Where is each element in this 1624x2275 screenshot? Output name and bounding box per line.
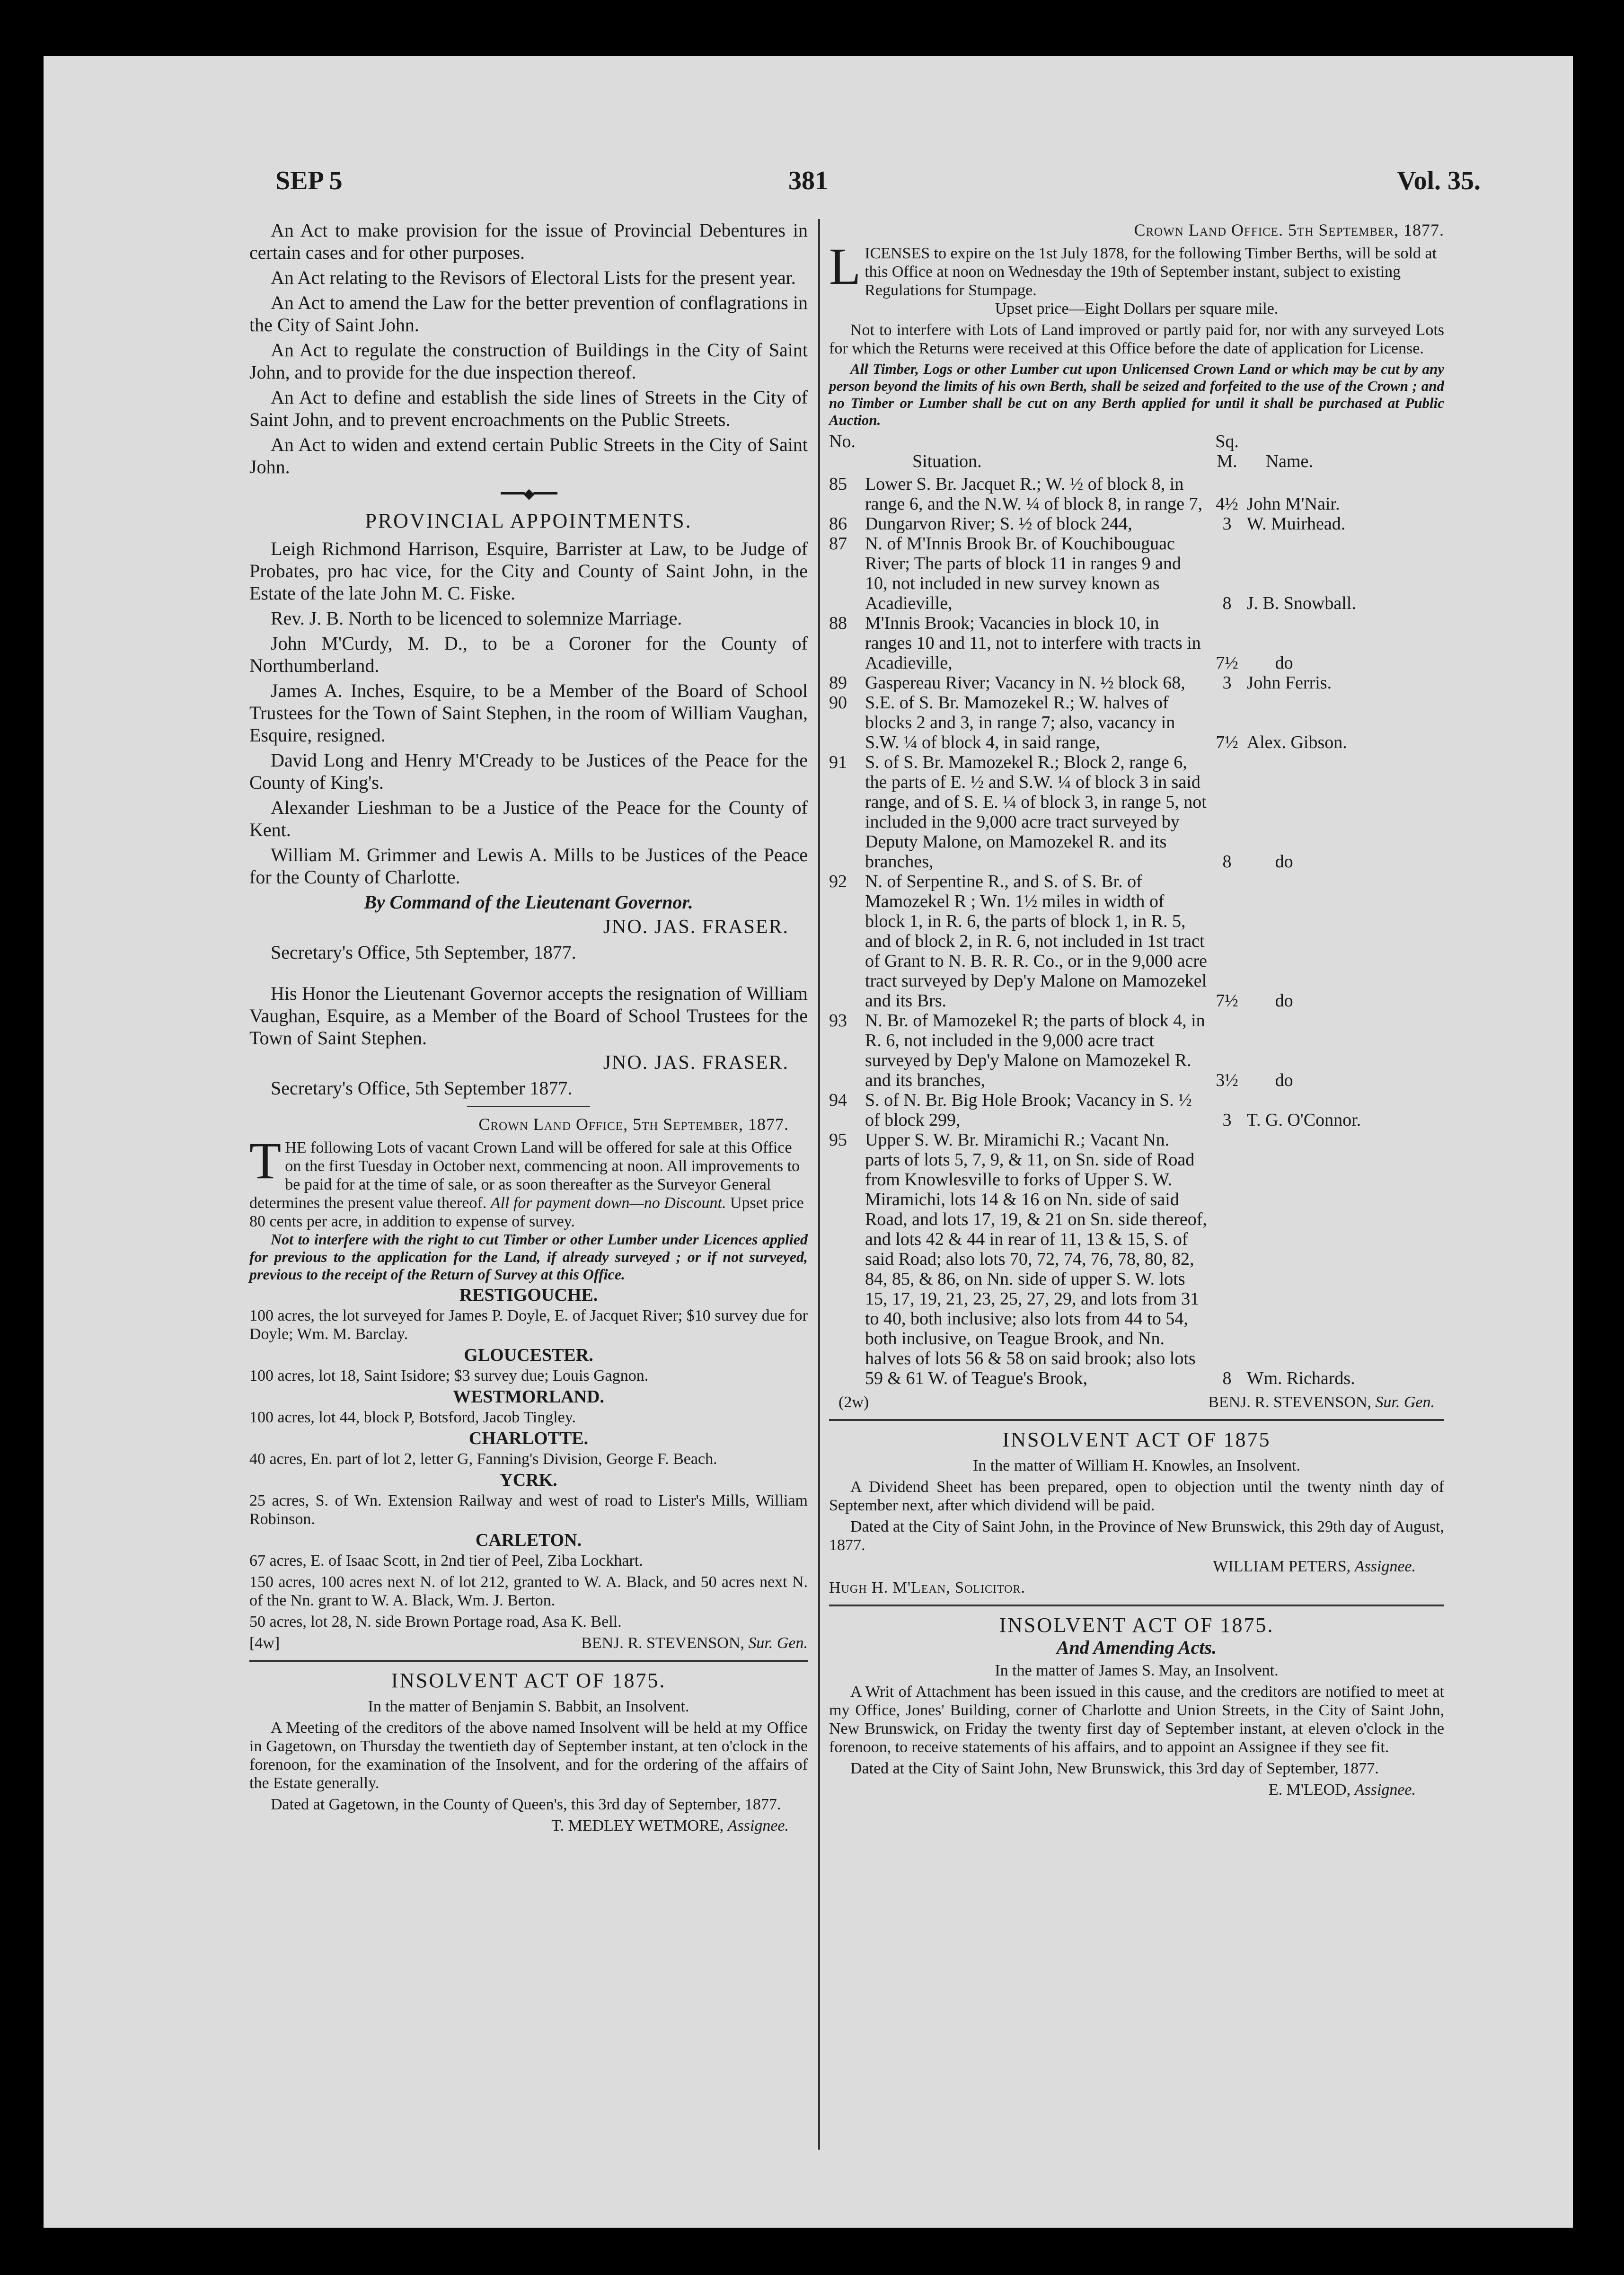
gazette-page (44, 56, 1573, 2228)
insolvent-dated: Dated at the City of Saint John, in the Province of New Brunswick, this 29th day of August, 1877. (829, 1518, 1444, 1554)
insolvent-heading: INSOLVENT ACT OF 1875. (391, 1669, 666, 1692)
assignee-title: Assignee. (1354, 1558, 1416, 1575)
surveyor-general-name: BENJ. R. STEVENSON, (581, 1634, 744, 1652)
berth-sq: 8 (1222, 852, 1232, 872)
berth-sq: 7½ (1216, 653, 1238, 673)
berth-no: 85 (829, 474, 847, 494)
timber-dateline: Crown Land Office. 5th September, 1877. (1134, 220, 1444, 239)
berth-situation: Dungarvon River; S. ½ of block 244, (865, 514, 1132, 534)
crown-land-payment: All for payment down—no Discount. (490, 1194, 726, 1212)
crown-land-upset: Upset price 80 cents per acre, in addition to expense of survey. (249, 1194, 804, 1230)
berth-sq: 4½ (1216, 494, 1238, 514)
berth-situation: N. of Serpentine R., and S. of S. Br. of Mamozekel R ; Wn. 1½ miles in width of block 1, in R. 6, the parts of block 1, in R. 5, and of block 2, in R. 6, not included in 1st tract of Grant to N. B. R. R. Co., or in the 9,000 acre tract surveyed by Dep'y Malone on Mamozekel and its Brs. (865, 872, 1207, 1011)
insolvent-notice-may (829, 1661, 1444, 1799)
header-sq: Sq. M. (1215, 432, 1239, 471)
table-row (829, 514, 1444, 534)
assignee-title: Assignee. (727, 1817, 789, 1834)
by-command-line: By Command of the Lieutenant Governor. (364, 891, 693, 913)
assignee-signature (829, 1781, 1444, 1799)
signer-name: JNO. JAS. FRASER. (603, 1052, 789, 1074)
right-column (829, 219, 1444, 1802)
berth-name: T. G. O'Connor. (1246, 1110, 1361, 1130)
assignee-signature (249, 1816, 808, 1835)
header-name: Name. (1265, 451, 1313, 471)
assignee-title: Assignee. (1354, 1781, 1416, 1799)
act-item: An Act to amend the Law for the better prevention of conflagrations in the City of Saint John. (249, 292, 808, 335)
table-row (829, 673, 1444, 693)
page-header (44, 166, 1573, 203)
solicitor-line: Hugh H. M'Lean, Solicitor. (829, 1579, 1026, 1596)
berth-no: 91 (829, 752, 847, 772)
resignation-notice: His Honor the Lieutenant Governor accepts the resignation of William Vaughan, Esquire, as a Member of the Board of School Trustees for the Town of Saint Stephen. (249, 983, 808, 1049)
section-rule (829, 1419, 1444, 1421)
berth-no: 88 (829, 613, 847, 633)
berth-situation: N. Br. of Mamozekel R; the parts of block 4, in R. 6, not included in the 9,000 acre tract surveyed by Dep'y Malone on Mamozekel R. and its branches, (865, 1011, 1205, 1090)
berth-sq: 3 (1222, 514, 1232, 534)
timber-berth-table (829, 432, 1444, 1388)
header-no: No. (829, 432, 856, 451)
appointment-item: William M. Grimmer and Lewis A. Mills to be Justices of the Peace for the County of Charlotte. (249, 844, 808, 888)
insolvent-dated: Dated at Gagetown, in the County of Queen's, this 3rd day of September, 1877. (271, 1796, 781, 1813)
insolvent-notice-knowles (829, 1456, 1444, 1597)
insolvent-text: A Writ of Attachment has been issued in this cause, and the creditors are notified to meet at my Office, Jones' Building, corner of Charlotte and Union Streets, in the City of Saint John, New Brunswick, on Friday the twenty first day of September instant, at eleven o'clock in the forenoon, to receive statements of his affairs, and to appoint an Assignee if they see fit. (829, 1683, 1444, 1756)
lot-entry: 100 acres, lot 18, Saint Isidore; $3 survey due; Louis Gagnon. (249, 1367, 649, 1384)
short-rule (467, 1106, 590, 1107)
volume-number: Vol. 35. (1397, 166, 1481, 195)
header-date: SEP 5 (275, 166, 343, 195)
appointment-item: Rev. J. B. North to be licenced to solemnize Marriage. (271, 608, 682, 629)
lot-entry: 67 acres, E. of Isaac Scott, in 2nd tier of Peel, Ziba Lockhart. (249, 1552, 643, 1570)
table-header-row (829, 432, 1444, 474)
berth-no: 86 (829, 514, 847, 534)
county-name: RESTIGOUCHE. (459, 1285, 598, 1305)
table-row (829, 872, 1444, 1011)
section-rule (829, 1605, 1444, 1606)
berth-no: 94 (829, 1090, 847, 1110)
table-row (829, 1090, 1444, 1130)
secretary-office-line: Secretary's Office, 5th September, 1877. (271, 942, 576, 963)
lot-entry: 25 acres, S. of Wn. Extension Railway and west of road to Lister's Mills, William Robinson. (249, 1492, 808, 1528)
timber-upset-price: Upset price—Eight Dollars per square mile. (995, 300, 1279, 317)
insolvent-heading: INSOLVENT ACT OF 1875 (1002, 1428, 1271, 1451)
insolvent-matter: In the matter of James S. May, an Insolvent. (995, 1662, 1279, 1679)
berth-name: Alex. Gibson. (1246, 732, 1347, 752)
berth-sq: 3 (1222, 673, 1232, 693)
berth-sq: 3½ (1216, 1070, 1238, 1090)
timber-licence-notice (829, 238, 1444, 300)
berth-no: 92 (829, 872, 847, 891)
berth-no: 93 (829, 1011, 847, 1031)
assignee-name: WILLIAM PETERS, (1213, 1558, 1351, 1575)
crown-land-restriction: Not to interfere with the right to cut Timber or other Lumber under Licences applied for previous to the application for the Land, if already surveyed ; or if not surveyed, previous to the receipt of the Return of Survey at this Office. (249, 1231, 808, 1283)
insolvent-text: A Dividend Sheet has been prepared, open to objection until the twenty ninth day of September next, after which dividend will be paid. (829, 1478, 1444, 1514)
table-row (829, 1011, 1444, 1090)
berth-situation: Upper S. W. Br. Miramichi R.; Vacant Nn. parts of lots 5, 7, 9, & 11, on Sn. side of Road from Knowlesville to forks of Upper S. W. Miramichi, lots 14 & 16 on Nn. side of said Road, and lots 17, 19, & 21 on Sn. side thereof, and lots 42 & 44 in rear of 11, 13 & 15, S. of said Road; also lots 70, 72, 74, 76, 78, 80, 82, 84, 85, & 86, on Nn. side of upper S. W. lots 15, 17, 19, 21, 23, 25, 27, 29, and lots from 31 to 40, both inclusive; also lots from 44 to 54, both inclusive, on Teague Brook, and Nn. halves of lots 56 & 58 on said brook; also lots 59 & 61 W. of Teague's Brook, (865, 1130, 1207, 1388)
page-number: 381 (788, 166, 828, 195)
insolvent-heading: INSOLVENT ACT OF 1875. (999, 1614, 1274, 1637)
timber-seizure-warning: All Timber, Logs or other Lumber cut upon Unlicensed Crown Land or which may be cut by any person beyond the limits of his own Berth, shall be seized and forfeited to the use of the Crown ; and no Timber or Lumber shall be cut on any Berth applied for until it shall be purchased at Public Auction. (829, 361, 1444, 428)
county-listing (249, 1286, 808, 1652)
appointment-item: Alexander Lieshman to be a Justice of the Peace for the County of Kent. (249, 797, 808, 840)
secretary-office-line: Secretary's Office, 5th September 1877. (271, 1077, 573, 1099)
lot-entry: 100 acres, lot 44, block P, Botsford, Jacob Tingley. (249, 1409, 576, 1426)
berth-situation: M'Innis Brook; Vacancies in block 10, in ranges 10 and 11, not to interfere with tracts in Acadieville, (865, 613, 1201, 673)
drop-cap: L (829, 238, 861, 295)
berth-situation: N. of M'Innis Brook Br. of Kouchibouguac River; The parts of block 11 in ranges 9 and 10, not included in new survey known as Acadieville, (865, 534, 1181, 613)
act-item: An Act to widen and extend certain Public Streets in the City of Saint John. (249, 434, 808, 477)
insolvent-matter: In the matter of William H. Knowles, an Insolvent. (972, 1457, 1301, 1474)
berth-sq: 7½ (1216, 991, 1238, 1011)
lot-entry: 150 acres, 100 acres next N. of lot 212, granted to W. A. Black, and 50 acres next N. of the Nn. grant to W. A. Black, Wm. J. Berton. (249, 1573, 808, 1609)
county-name: CARLETON. (475, 1530, 582, 1550)
berth-no: 87 (829, 534, 847, 554)
act-item: An Act to make provision for the issue of Provincial Debentures in certain cases and for other purposes. (249, 220, 808, 263)
ornament-divider: ━━━◆━━━ (501, 486, 556, 502)
berth-sq: 8 (1222, 1368, 1232, 1388)
berth-situation: S. of N. Br. Big Hole Brook; Vacancy in S. ½ of block 299, (865, 1090, 1192, 1130)
lot-entry: 100 acres, the lot surveyed for James P. Doyle, E. of Jacquet River; $10 survey due for Doyle; Wm. M. Barclay. (249, 1307, 808, 1343)
act-item: An Act to define and establish the side lines of Streets in the City of Saint John, and to prevent encroachments on the Public Streets. (249, 387, 808, 430)
crown-land-signature (249, 1634, 808, 1652)
berth-name: John Ferris. (1246, 673, 1332, 693)
appointment-item: David Long and Henry M'Cready to be Justices of the Peace for the County of King's. (249, 750, 808, 793)
assignee-name: T. MEDLEY WETMORE, (551, 1817, 724, 1834)
insertion-tag: [4w] (249, 1634, 280, 1652)
crown-land-dateline: Crown Land Office, 5th September, 1877. (478, 1115, 789, 1134)
crown-land-text: HE following Lots of vacant Crown Land will be offered for sale at this Office on the first Tuesday in October next, commencing at noon. All improvements to be paid for at the time of sale, or as soon thereafter as the Surveyor General determines the present value thereof. (249, 1139, 800, 1212)
county-name: WESTMORLAND. (453, 1387, 604, 1407)
berth-name: J. B. Snowball. (1246, 593, 1356, 613)
appointment-item: John M'Curdy, M. D., to be a Coroner for the County of Northumberland. (249, 633, 808, 676)
table-row (829, 752, 1444, 872)
column-divider (818, 219, 820, 2150)
berth-situation: Gaspereau River; Vacancy in N. ½ block 68, (865, 673, 1185, 693)
berth-situation: Lower S. Br. Jacquet R.; W. ½ of block 8, in range 6, and the N.W. ¼ of block 8, in range 7, (865, 474, 1202, 514)
surveyor-general-title: Sur. Gen. (1375, 1393, 1435, 1411)
insolvent-text: A Meeting of the creditors of the above named Insolvent will be held at my Office in Gagetown, on Thursday the twentieth day of September instant, at ten o'clock in the forenoon, for the examination of the Insolvent, and for the ordering of the affairs of the Estate generally. (249, 1719, 808, 1792)
assignee-name: E. M'LEOD, (1268, 1781, 1351, 1799)
berth-sq: 8 (1222, 593, 1232, 613)
insertion-tag: (2w) (838, 1393, 869, 1411)
berth-situation: S.E. of S. Br. Mamozekel R.; W. halves of blocks 2 and 3, in range 7; also, vacancy in S.W. ¼ of block 4, in said range, (865, 693, 1175, 752)
berth-name: do (1275, 1070, 1293, 1090)
county-name: YCRK. (500, 1470, 557, 1490)
table-row (829, 613, 1444, 673)
crown-land-sale-notice (249, 1132, 808, 1231)
county-name: CHARLOTTE. (468, 1428, 589, 1448)
berth-sq: 3 (1222, 1110, 1232, 1130)
lot-entry: 50 acres, lot 28, N. side Brown Portage road, Asa K. Bell. (249, 1613, 622, 1631)
appointments-heading: PROVINCIAL APPOINTMENTS. (365, 509, 692, 532)
appointment-item: Leigh Richmond Harrison, Esquire, Barrister at Law, to be Judge of Probates, pro hac vice, for the City and County of Saint John, in the Estate of the late John M. C. Fiske. (249, 538, 808, 604)
appointment-item: James A. Inches, Esquire, to be a Member of the Board of School Trustees for the Town of Saint Stephen, in the room of William Vaughan, Esquire, resigned. (249, 680, 808, 746)
surveyor-general-title: Sur. Gen. (748, 1634, 808, 1652)
surveyor-general-name: BENJ. R. STEVENSON, (1208, 1393, 1371, 1411)
berth-no: 89 (829, 673, 847, 693)
table-row (829, 474, 1444, 514)
county-name: GLOUCESTER. (464, 1345, 593, 1365)
table-row (829, 693, 1444, 752)
lot-entry: 40 acres, En. part of lot 2, letter G, Fanning's Division, George F. Beach. (249, 1450, 717, 1468)
berth-no: 90 (829, 693, 847, 713)
timber-intro: ICENSES to expire on the 1st July 1878, for the following Timber Berths, will be sold at this Office at noon on Wednesday the 19th of September instant, subject to existing Regulations for Stumpage. (865, 245, 1437, 299)
berth-sq: 7½ (1216, 732, 1238, 752)
signer-name: JNO. JAS. FRASER. (603, 916, 789, 938)
insolvent-dated: Dated at the City of Saint John, New Brunswick, this 3rd day of September, 1877. (850, 1760, 1379, 1777)
section-rule (249, 1660, 808, 1662)
berth-situation: S. of S. Br. Mamozekel R.; Block 2, range 6, the parts of E. ½ and S.W. ¼ of block 3 in said range, and of S. E. ¼ of block 3, in range 5, not included in the 9,000 acre tract surveyed by Deputy Malone, on Mamozekel R. and its branches, (865, 752, 1207, 872)
insolvent-matter: In the matter of Benjamin S. Babbit, an Insolvent. (368, 1698, 689, 1715)
berth-no: 95 (829, 1130, 847, 1150)
left-column (249, 219, 808, 1838)
berth-name: do (1275, 991, 1293, 1011)
berth-signature (829, 1391, 1444, 1411)
berth-name: do (1275, 852, 1293, 872)
act-item: An Act to regulate the construction of Buildings in the City of Saint John, and to provide for the due inspection thereof. (249, 339, 808, 383)
insolvent-subtitle: And Amending Acts. (1056, 1637, 1217, 1658)
berth-name: John M'Nair. (1246, 494, 1340, 514)
table-row (829, 534, 1444, 613)
insolvent-notice (249, 1697, 808, 1835)
header-situation: Situation. (912, 451, 982, 471)
berth-name: do (1275, 653, 1293, 673)
table-row (829, 1130, 1444, 1388)
berth-name: Wm. Richards. (1246, 1368, 1355, 1388)
berth-name: W. Muirhead. (1246, 514, 1346, 534)
act-item: An Act relating to the Revisors of Electoral Lists for the present year. (271, 267, 796, 288)
assignee-signature (829, 1557, 1444, 1576)
drop-cap: T (249, 1132, 282, 1190)
timber-not-interfere: Not to interfere with Lots of Land improved or partly paid for, nor with any surveyed Lots for which the Returns were received at this Office before the date of application for License. (829, 321, 1444, 357)
